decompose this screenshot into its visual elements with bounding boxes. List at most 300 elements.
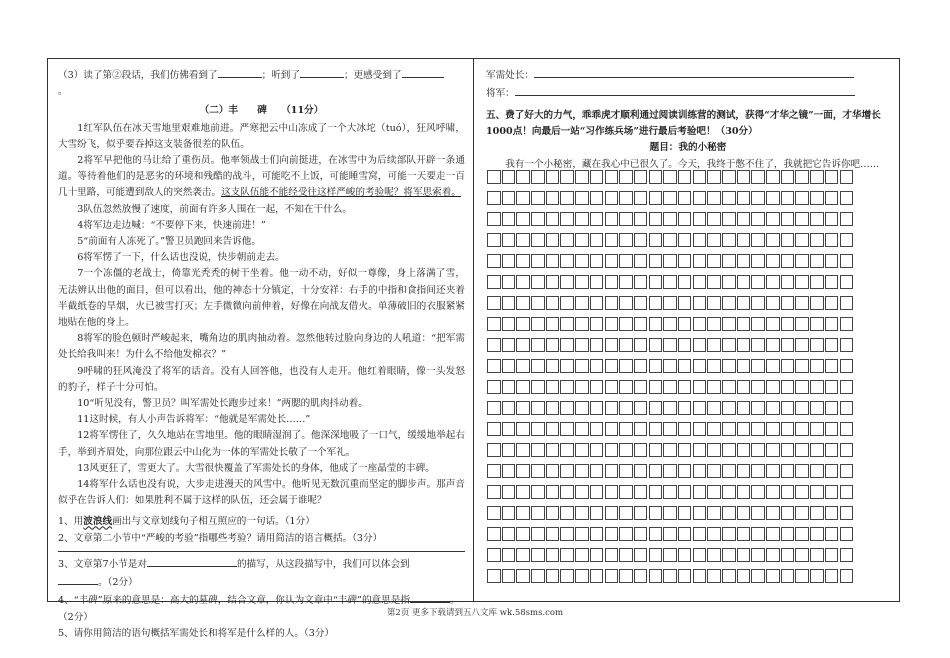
grid-cell[interactable] xyxy=(781,527,795,541)
grid-cell[interactable] xyxy=(693,380,707,394)
grid-cell[interactable] xyxy=(722,548,736,562)
grid-cell[interactable] xyxy=(825,464,839,478)
grid-cell[interactable] xyxy=(722,170,736,184)
grid-cell[interactable] xyxy=(707,422,721,436)
grid-cell[interactable] xyxy=(693,212,707,226)
grid-cell[interactable] xyxy=(707,527,721,541)
grid-cell[interactable] xyxy=(751,548,765,562)
grid-cell[interactable] xyxy=(781,464,795,478)
grid-cell[interactable] xyxy=(531,296,545,310)
grid-cell[interactable] xyxy=(605,506,619,520)
answer-blank[interactable] xyxy=(218,66,262,78)
grid-cell[interactable] xyxy=(663,296,677,310)
grid-cell[interactable] xyxy=(840,275,854,289)
grid-cell[interactable] xyxy=(649,359,663,373)
grid-cell[interactable] xyxy=(605,212,619,226)
grid-cell[interactable] xyxy=(840,170,854,184)
grid-cell[interactable] xyxy=(502,359,516,373)
grid-cell[interactable] xyxy=(502,338,516,352)
grid-cell[interactable] xyxy=(649,296,663,310)
grid-cell[interactable] xyxy=(663,443,677,457)
grid-cell[interactable] xyxy=(634,569,648,583)
grid-cell[interactable] xyxy=(590,296,604,310)
grid-cell[interactable] xyxy=(766,506,780,520)
grid-cell[interactable] xyxy=(590,233,604,247)
grid-cell[interactable] xyxy=(722,464,736,478)
grid-cell[interactable] xyxy=(546,380,560,394)
grid-cell[interactable] xyxy=(502,296,516,310)
grid-cell[interactable] xyxy=(649,401,663,415)
grid-cell[interactable] xyxy=(546,296,560,310)
grid-cell[interactable] xyxy=(825,296,839,310)
grid-cell[interactable] xyxy=(590,527,604,541)
grid-cell[interactable] xyxy=(619,443,633,457)
grid-cell[interactable] xyxy=(516,170,530,184)
grid-cell[interactable] xyxy=(634,506,648,520)
grid-cell[interactable] xyxy=(575,527,589,541)
grid-cell[interactable] xyxy=(575,548,589,562)
grid-cell[interactable] xyxy=(560,359,574,373)
grid-cell[interactable] xyxy=(546,170,560,184)
grid-cell[interactable] xyxy=(766,254,780,268)
grid-cell[interactable] xyxy=(560,443,574,457)
grid-cell[interactable] xyxy=(590,569,604,583)
grid-cell[interactable] xyxy=(825,275,839,289)
grid-cell[interactable] xyxy=(751,212,765,226)
grid-cell[interactable] xyxy=(781,401,795,415)
grid-cell[interactable] xyxy=(487,506,501,520)
grid-cell[interactable] xyxy=(766,191,780,205)
grid-cell[interactable] xyxy=(781,317,795,331)
grid-cell[interactable] xyxy=(781,191,795,205)
grid-cell[interactable] xyxy=(649,212,663,226)
grid-cell[interactable] xyxy=(516,275,530,289)
grid-cell[interactable] xyxy=(487,422,501,436)
grid-cell[interactable] xyxy=(619,527,633,541)
grid-cell[interactable] xyxy=(678,548,692,562)
grid-cell[interactable] xyxy=(810,233,824,247)
grid-cell[interactable] xyxy=(560,254,574,268)
grid-cell[interactable] xyxy=(619,380,633,394)
grid-cell[interactable] xyxy=(751,569,765,583)
grid-cell[interactable] xyxy=(722,212,736,226)
grid-cell[interactable] xyxy=(487,317,501,331)
grid-cell[interactable] xyxy=(487,485,501,499)
grid-cell[interactable] xyxy=(840,254,854,268)
grid-cell[interactable] xyxy=(546,401,560,415)
grid-cell[interactable] xyxy=(619,506,633,520)
grid-cell[interactable] xyxy=(619,275,633,289)
grid-cell[interactable] xyxy=(560,317,574,331)
grid-cell[interactable] xyxy=(619,254,633,268)
grid-cell[interactable] xyxy=(590,317,604,331)
grid-cell[interactable] xyxy=(575,359,589,373)
grid-cell[interactable] xyxy=(649,443,663,457)
grid-cell[interactable] xyxy=(531,212,545,226)
grid-cell[interactable] xyxy=(840,506,854,520)
grid-cell[interactable] xyxy=(722,275,736,289)
grid-cell[interactable] xyxy=(516,401,530,415)
grid-cell[interactable] xyxy=(825,254,839,268)
grid-cell[interactable] xyxy=(707,401,721,415)
grid-cell[interactable] xyxy=(810,296,824,310)
grid-cell[interactable] xyxy=(751,422,765,436)
grid-cell[interactable] xyxy=(487,170,501,184)
grid-cell[interactable] xyxy=(825,338,839,352)
grid-cell[interactable] xyxy=(590,338,604,352)
grid-cell[interactable] xyxy=(795,422,809,436)
grid-cell[interactable] xyxy=(487,569,501,583)
grid-cell[interactable] xyxy=(575,233,589,247)
grid-cell[interactable] xyxy=(605,296,619,310)
grid-cell[interactable] xyxy=(707,233,721,247)
grid-cell[interactable] xyxy=(619,359,633,373)
grid-cell[interactable] xyxy=(634,296,648,310)
grid-cell[interactable] xyxy=(766,338,780,352)
grid-cell[interactable] xyxy=(619,296,633,310)
grid-cell[interactable] xyxy=(810,443,824,457)
grid-cell[interactable] xyxy=(707,275,721,289)
grid-cell[interactable] xyxy=(707,296,721,310)
grid-cell[interactable] xyxy=(840,317,854,331)
grid-cell[interactable] xyxy=(795,485,809,499)
grid-cell[interactable] xyxy=(795,380,809,394)
grid-cell[interactable] xyxy=(487,527,501,541)
grid-cell[interactable] xyxy=(634,233,648,247)
grid-cell[interactable] xyxy=(766,401,780,415)
grid-cell[interactable] xyxy=(649,254,663,268)
grid-cell[interactable] xyxy=(663,380,677,394)
grid-cell[interactable] xyxy=(840,548,854,562)
grid-cell[interactable] xyxy=(693,443,707,457)
grid-cell[interactable] xyxy=(751,296,765,310)
grid-cell[interactable] xyxy=(516,506,530,520)
grid-cell[interactable] xyxy=(546,569,560,583)
grid-cell[interactable] xyxy=(693,527,707,541)
grid-cell[interactable] xyxy=(531,170,545,184)
grid-cell[interactable] xyxy=(825,485,839,499)
grid-cell[interactable] xyxy=(751,527,765,541)
grid-cell[interactable] xyxy=(575,254,589,268)
grid-cell[interactable] xyxy=(678,527,692,541)
grid-cell[interactable] xyxy=(825,233,839,247)
grid-cell[interactable] xyxy=(781,422,795,436)
grid-cell[interactable] xyxy=(781,296,795,310)
grid-cell[interactable] xyxy=(737,254,751,268)
grid-cell[interactable] xyxy=(737,401,751,415)
grid-cell[interactable] xyxy=(502,569,516,583)
grid-cell[interactable] xyxy=(516,191,530,205)
grid-cell[interactable] xyxy=(634,548,648,562)
grid-cell[interactable] xyxy=(663,548,677,562)
grid-cell[interactable] xyxy=(751,338,765,352)
grid-cell[interactable] xyxy=(634,317,648,331)
grid-cell[interactable] xyxy=(590,464,604,478)
grid-cell[interactable] xyxy=(546,506,560,520)
grid-cell[interactable] xyxy=(560,380,574,394)
grid-cell[interactable] xyxy=(795,170,809,184)
grid-cell[interactable] xyxy=(531,380,545,394)
grid-cell[interactable] xyxy=(502,170,516,184)
grid-cell[interactable] xyxy=(619,548,633,562)
grid-cell[interactable] xyxy=(781,485,795,499)
grid-cell[interactable] xyxy=(737,296,751,310)
grid-cell[interactable] xyxy=(649,464,663,478)
grid-cell[interactable] xyxy=(502,233,516,247)
grid-cell[interactable] xyxy=(619,401,633,415)
grid-cell[interactable] xyxy=(487,464,501,478)
grid-cell[interactable] xyxy=(575,401,589,415)
grid-cell[interactable] xyxy=(605,317,619,331)
grid-cell[interactable] xyxy=(707,443,721,457)
grid-cell[interactable] xyxy=(678,317,692,331)
grid-cell[interactable] xyxy=(781,569,795,583)
grid-cell[interactable] xyxy=(590,485,604,499)
grid-cell[interactable] xyxy=(605,233,619,247)
grid-cell[interactable] xyxy=(737,317,751,331)
grid-cell[interactable] xyxy=(487,401,501,415)
grid-cell[interactable] xyxy=(575,443,589,457)
grid-cell[interactable] xyxy=(781,380,795,394)
grid-cell[interactable] xyxy=(781,338,795,352)
grid-cell[interactable] xyxy=(810,338,824,352)
answer-blank[interactable] xyxy=(58,573,98,585)
grid-cell[interactable] xyxy=(605,527,619,541)
grid-cell[interactable] xyxy=(546,422,560,436)
grid-cell[interactable] xyxy=(575,275,589,289)
grid-cell[interactable] xyxy=(546,464,560,478)
grid-cell[interactable] xyxy=(693,569,707,583)
grid-cell[interactable] xyxy=(560,275,574,289)
grid-cell[interactable] xyxy=(795,443,809,457)
grid-cell[interactable] xyxy=(766,233,780,247)
grid-cell[interactable] xyxy=(678,275,692,289)
grid-cell[interactable] xyxy=(678,443,692,457)
grid-cell[interactable] xyxy=(840,191,854,205)
grid-cell[interactable] xyxy=(722,233,736,247)
grid-cell[interactable] xyxy=(737,212,751,226)
grid-cell[interactable] xyxy=(546,233,560,247)
grid-cell[interactable] xyxy=(678,296,692,310)
grid-cell[interactable] xyxy=(795,464,809,478)
grid-cell[interactable] xyxy=(634,275,648,289)
grid-cell[interactable] xyxy=(693,170,707,184)
grid-cell[interactable] xyxy=(516,212,530,226)
grid-cell[interactable] xyxy=(605,359,619,373)
grid-cell[interactable] xyxy=(531,275,545,289)
grid-cell[interactable] xyxy=(766,464,780,478)
grid-cell[interactable] xyxy=(531,233,545,247)
grid-cell[interactable] xyxy=(605,338,619,352)
grid-cell[interactable] xyxy=(810,422,824,436)
grid-cell[interactable] xyxy=(531,485,545,499)
grid-cell[interactable] xyxy=(810,170,824,184)
grid-cell[interactable] xyxy=(825,569,839,583)
grid-cell[interactable] xyxy=(663,338,677,352)
grid-cell[interactable] xyxy=(810,569,824,583)
grid-cell[interactable] xyxy=(737,191,751,205)
grid-cell[interactable] xyxy=(590,422,604,436)
grid-cell[interactable] xyxy=(619,170,633,184)
grid-cell[interactable] xyxy=(649,338,663,352)
grid-cell[interactable] xyxy=(502,254,516,268)
grid-cell[interactable] xyxy=(810,212,824,226)
grid-cell[interactable] xyxy=(502,548,516,562)
grid-cell[interactable] xyxy=(502,212,516,226)
grid-cell[interactable] xyxy=(737,464,751,478)
grid-cell[interactable] xyxy=(605,191,619,205)
writing-grid[interactable] xyxy=(487,170,854,590)
grid-cell[interactable] xyxy=(649,317,663,331)
grid-cell[interactable] xyxy=(590,380,604,394)
grid-cell[interactable] xyxy=(531,359,545,373)
answer-blank[interactable] xyxy=(300,66,344,78)
grid-cell[interactable] xyxy=(795,296,809,310)
grid-cell[interactable] xyxy=(678,485,692,499)
grid-cell[interactable] xyxy=(575,569,589,583)
grid-cell[interactable] xyxy=(560,548,574,562)
grid-cell[interactable] xyxy=(502,422,516,436)
grid-cell[interactable] xyxy=(531,464,545,478)
grid-cell[interactable] xyxy=(722,317,736,331)
grid-cell[interactable] xyxy=(634,464,648,478)
grid-cell[interactable] xyxy=(722,380,736,394)
grid-cell[interactable] xyxy=(575,422,589,436)
grid-cell[interactable] xyxy=(560,422,574,436)
grid-cell[interactable] xyxy=(693,359,707,373)
grid-cell[interactable] xyxy=(560,296,574,310)
grid-cell[interactable] xyxy=(516,233,530,247)
grid-cell[interactable] xyxy=(516,464,530,478)
grid-cell[interactable] xyxy=(693,338,707,352)
grid-cell[interactable] xyxy=(781,506,795,520)
grid-cell[interactable] xyxy=(825,380,839,394)
grid-cell[interactable] xyxy=(619,569,633,583)
grid-cell[interactable] xyxy=(560,401,574,415)
grid-cell[interactable] xyxy=(546,527,560,541)
grid-cell[interactable] xyxy=(605,548,619,562)
grid-cell[interactable] xyxy=(502,527,516,541)
grid-cell[interactable] xyxy=(840,464,854,478)
grid-cell[interactable] xyxy=(663,422,677,436)
grid-cell[interactable] xyxy=(560,338,574,352)
grid-cell[interactable] xyxy=(737,233,751,247)
grid-cell[interactable] xyxy=(531,422,545,436)
grid-cell[interactable] xyxy=(487,212,501,226)
grid-cell[interactable] xyxy=(663,170,677,184)
grid-cell[interactable] xyxy=(766,485,780,499)
grid-cell[interactable] xyxy=(751,191,765,205)
grid-cell[interactable] xyxy=(840,338,854,352)
grid-cell[interactable] xyxy=(516,527,530,541)
grid-cell[interactable] xyxy=(663,191,677,205)
grid-cell[interactable] xyxy=(663,233,677,247)
grid-cell[interactable] xyxy=(678,401,692,415)
grid-cell[interactable] xyxy=(810,401,824,415)
grid-cell[interactable] xyxy=(634,527,648,541)
grid-cell[interactable] xyxy=(810,506,824,520)
grid-cell[interactable] xyxy=(693,422,707,436)
grid-cell[interactable] xyxy=(634,359,648,373)
grid-cell[interactable] xyxy=(590,191,604,205)
grid-cell[interactable] xyxy=(663,485,677,499)
grid-cell[interactable] xyxy=(678,212,692,226)
grid-cell[interactable] xyxy=(575,212,589,226)
grid-cell[interactable] xyxy=(502,401,516,415)
grid-cell[interactable] xyxy=(751,401,765,415)
grid-cell[interactable] xyxy=(546,254,560,268)
grid-cell[interactable] xyxy=(722,443,736,457)
grid-cell[interactable] xyxy=(663,506,677,520)
grid-cell[interactable] xyxy=(707,212,721,226)
grid-cell[interactable] xyxy=(840,443,854,457)
grid-cell[interactable] xyxy=(766,275,780,289)
grid-cell[interactable] xyxy=(737,569,751,583)
grid-cell[interactable] xyxy=(781,548,795,562)
grid-cell[interactable] xyxy=(649,506,663,520)
grid-cell[interactable] xyxy=(590,401,604,415)
grid-cell[interactable] xyxy=(531,317,545,331)
grid-cell[interactable] xyxy=(575,296,589,310)
grid-cell[interactable] xyxy=(737,170,751,184)
grid-cell[interactable] xyxy=(766,527,780,541)
grid-cell[interactable] xyxy=(840,422,854,436)
grid-cell[interactable] xyxy=(825,170,839,184)
grid-cell[interactable] xyxy=(737,443,751,457)
grid-cell[interactable] xyxy=(663,569,677,583)
grid-cell[interactable] xyxy=(810,380,824,394)
grid-cell[interactable] xyxy=(502,317,516,331)
grid-cell[interactable] xyxy=(560,464,574,478)
grid-cell[interactable] xyxy=(634,485,648,499)
grid-cell[interactable] xyxy=(502,485,516,499)
grid-cell[interactable] xyxy=(840,569,854,583)
grid-cell[interactable] xyxy=(516,569,530,583)
grid-cell[interactable] xyxy=(649,191,663,205)
grid-cell[interactable] xyxy=(516,443,530,457)
grid-cell[interactable] xyxy=(810,275,824,289)
grid-cell[interactable] xyxy=(487,191,501,205)
grid-cell[interactable] xyxy=(693,254,707,268)
grid-cell[interactable] xyxy=(678,380,692,394)
grid-cell[interactable] xyxy=(707,170,721,184)
grid-cell[interactable] xyxy=(810,317,824,331)
grid-cell[interactable] xyxy=(531,548,545,562)
grid-cell[interactable] xyxy=(766,569,780,583)
grid-cell[interactable] xyxy=(502,506,516,520)
grid-cell[interactable] xyxy=(531,401,545,415)
grid-cell[interactable] xyxy=(634,380,648,394)
grid-cell[interactable] xyxy=(825,527,839,541)
grid-cell[interactable] xyxy=(605,485,619,499)
grid-cell[interactable] xyxy=(619,317,633,331)
grid-cell[interactable] xyxy=(722,506,736,520)
grid-cell[interactable] xyxy=(795,506,809,520)
answer-blank[interactable] xyxy=(515,84,855,96)
grid-cell[interactable] xyxy=(825,443,839,457)
grid-cell[interactable] xyxy=(678,191,692,205)
grid-cell[interactable] xyxy=(781,443,795,457)
grid-cell[interactable] xyxy=(560,191,574,205)
grid-cell[interactable] xyxy=(678,464,692,478)
grid-cell[interactable] xyxy=(825,317,839,331)
grid-cell[interactable] xyxy=(575,317,589,331)
grid-cell[interactable] xyxy=(546,275,560,289)
grid-cell[interactable] xyxy=(619,338,633,352)
grid-cell[interactable] xyxy=(502,380,516,394)
grid-cell[interactable] xyxy=(619,464,633,478)
grid-cell[interactable] xyxy=(649,275,663,289)
